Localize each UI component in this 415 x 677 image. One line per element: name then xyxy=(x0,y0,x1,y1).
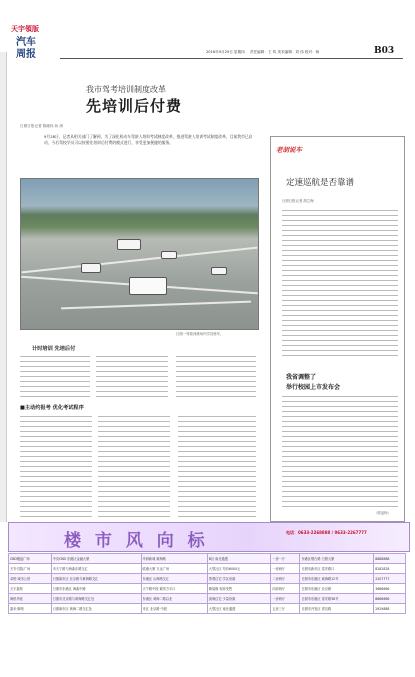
table-cell: 日照市新市区 泰安路口 xyxy=(300,564,374,574)
table-cell: 2207777 xyxy=(374,574,406,584)
photo-caption: 日照一驾校训练场内学员练车。 xyxy=(176,332,224,336)
article-kicker: 我市驾考培训制度改革 xyxy=(86,85,166,94)
table-cell: 东港区 黄海二路以北 xyxy=(141,594,207,604)
table-cell: 8866666 xyxy=(374,594,406,604)
masthead-rule xyxy=(60,58,403,59)
table-row xyxy=(9,554,406,564)
article-body-col5 xyxy=(98,416,170,521)
table-cell: 临港大厦 万达广场 xyxy=(141,564,207,574)
column-title: 定速巡航是否靠谱 xyxy=(286,178,355,188)
column-tag: 老胡说车 xyxy=(276,146,302,154)
page-edge xyxy=(0,52,7,522)
table-row xyxy=(9,604,406,614)
training-field-photo xyxy=(20,178,259,330)
ad-banner-title: 楼 市 风 向 标 xyxy=(64,531,209,551)
table-row xyxy=(9,594,406,604)
table-row xyxy=(9,564,406,574)
section2-title: ■主动约报考 优化考试程序 xyxy=(20,405,84,411)
table-cell: 精装修 现房发售 xyxy=(207,584,271,594)
table-cell: CBD楼盘广场 xyxy=(9,554,52,564)
column-body xyxy=(282,210,398,360)
article-body-col3 xyxy=(176,356,256,401)
table-cell: 中央CBD 东港区金融大厦 xyxy=(51,554,141,564)
article-lead: 9月28日，记者从相关部门了解到，为了深化机动车驾驶人培训考试制度改革，推进驾驶人培训考试制度改革，目前我市已启动，今后驾校学员可以按照先培训后付费的模式进行，享受更加便捷的服务。 xyxy=(44,134,253,145)
table-cell: 日照市北京路与黄海路交汇处 xyxy=(51,594,141,604)
table-cell: 8888888 xyxy=(374,554,406,564)
table-cell: 东港区烟台路 日照大厦 xyxy=(300,554,374,564)
article-body-col4 xyxy=(20,416,92,521)
table-cell: 大型社区 南北通透 xyxy=(207,604,271,614)
table-cell: 日照市东港区 威海路12号 xyxy=(300,574,374,584)
article-body-col6 xyxy=(178,416,256,521)
table-cell: 日照市东港区 北京路 xyxy=(300,584,374,594)
table-cell: 天宇嘉苑 xyxy=(9,584,52,594)
table-cell: 日照市东港区 泰安路38号 xyxy=(300,594,374,604)
table-cell: 3686666 xyxy=(374,584,406,594)
table-cell: 嘉禾·御苑 xyxy=(9,604,52,614)
table-row xyxy=(9,574,406,584)
issue-date: 2016年9月29日 星期四 xyxy=(206,50,245,54)
table-row xyxy=(9,584,406,594)
masthead xyxy=(0,0,415,60)
table-cell: 日照新市区 黄海二路交汇处 xyxy=(51,604,141,614)
table-cell: 四房两厅 xyxy=(271,584,300,594)
table-cell: 五房三厅 xyxy=(271,604,300,614)
page-number: B03 xyxy=(374,46,395,56)
table-cell: 市区 北京路 中段 xyxy=(141,604,207,614)
column-sub-body xyxy=(282,396,398,511)
table-cell: 天宁路中段 紧邻万平口 xyxy=(141,584,207,594)
table-cell: 二房两厅 xyxy=(271,574,300,584)
table-cell: 市天宁路与海曲东路交汇 xyxy=(51,564,141,574)
table-cell: 滨海住宅 少量房源 xyxy=(207,594,271,604)
article-body-col2 xyxy=(96,356,168,401)
article-byline: 日照日报记者 陈晓伟 孙 涛 xyxy=(20,124,63,128)
table-cell: 天安·国际广场 xyxy=(9,564,52,574)
table-cell: 日照市东港区 海曲中路 xyxy=(51,584,141,594)
table-cell: 大型社区 均价6000元 xyxy=(207,564,271,574)
table-cell: 日照市开发区 青岛路 xyxy=(300,604,374,614)
section-title-line1: 汽车 xyxy=(16,37,36,48)
table-cell: B区·南北通透 xyxy=(207,554,271,564)
table-cell: 一房一厅 xyxy=(271,554,300,564)
table-cell: 8282828 xyxy=(374,564,406,574)
editor-credit: 责任编辑：王 鸣 美术编辑：刘 伟 校对：杨 xyxy=(250,50,320,54)
table-cell: 一房两厅 xyxy=(271,594,300,604)
table-cell: 一房两厅 xyxy=(271,564,300,574)
table-cell: 海悦华庭 xyxy=(9,594,52,604)
ad-table xyxy=(8,553,406,614)
column-sub-title2: 举行校园上市发布会 xyxy=(286,384,341,391)
table-cell: 东港区 山海路交汇 xyxy=(141,574,207,584)
section-title-line2: 周报 xyxy=(16,49,36,60)
ad-phone: 电话：0633-2268888 / 0633-2267777 xyxy=(286,530,367,535)
article-headline: 先培训后付费 xyxy=(86,97,183,115)
table-cell: 2929888 xyxy=(374,604,406,614)
column-sub-title: 我省调整了 xyxy=(286,374,317,381)
brand-logo: 天宇領版 xyxy=(11,24,39,33)
column-sub-byline: （郭迅杨） xyxy=(374,511,391,515)
article-body-col1 xyxy=(20,356,90,401)
table-cell: 景观住宅 学区房源 xyxy=(207,574,271,584)
column-byline: 日照日报记者 胡立海 xyxy=(282,199,314,203)
table-cell: 华润新城 黄海路 xyxy=(141,554,207,564)
section1-title: 计时培训 先培后付 xyxy=(32,346,76,352)
table-cell: 卓悦·城市公馆 xyxy=(9,574,52,584)
table-cell: 日照新市区 北京路与黄海路交汇 xyxy=(51,574,141,584)
